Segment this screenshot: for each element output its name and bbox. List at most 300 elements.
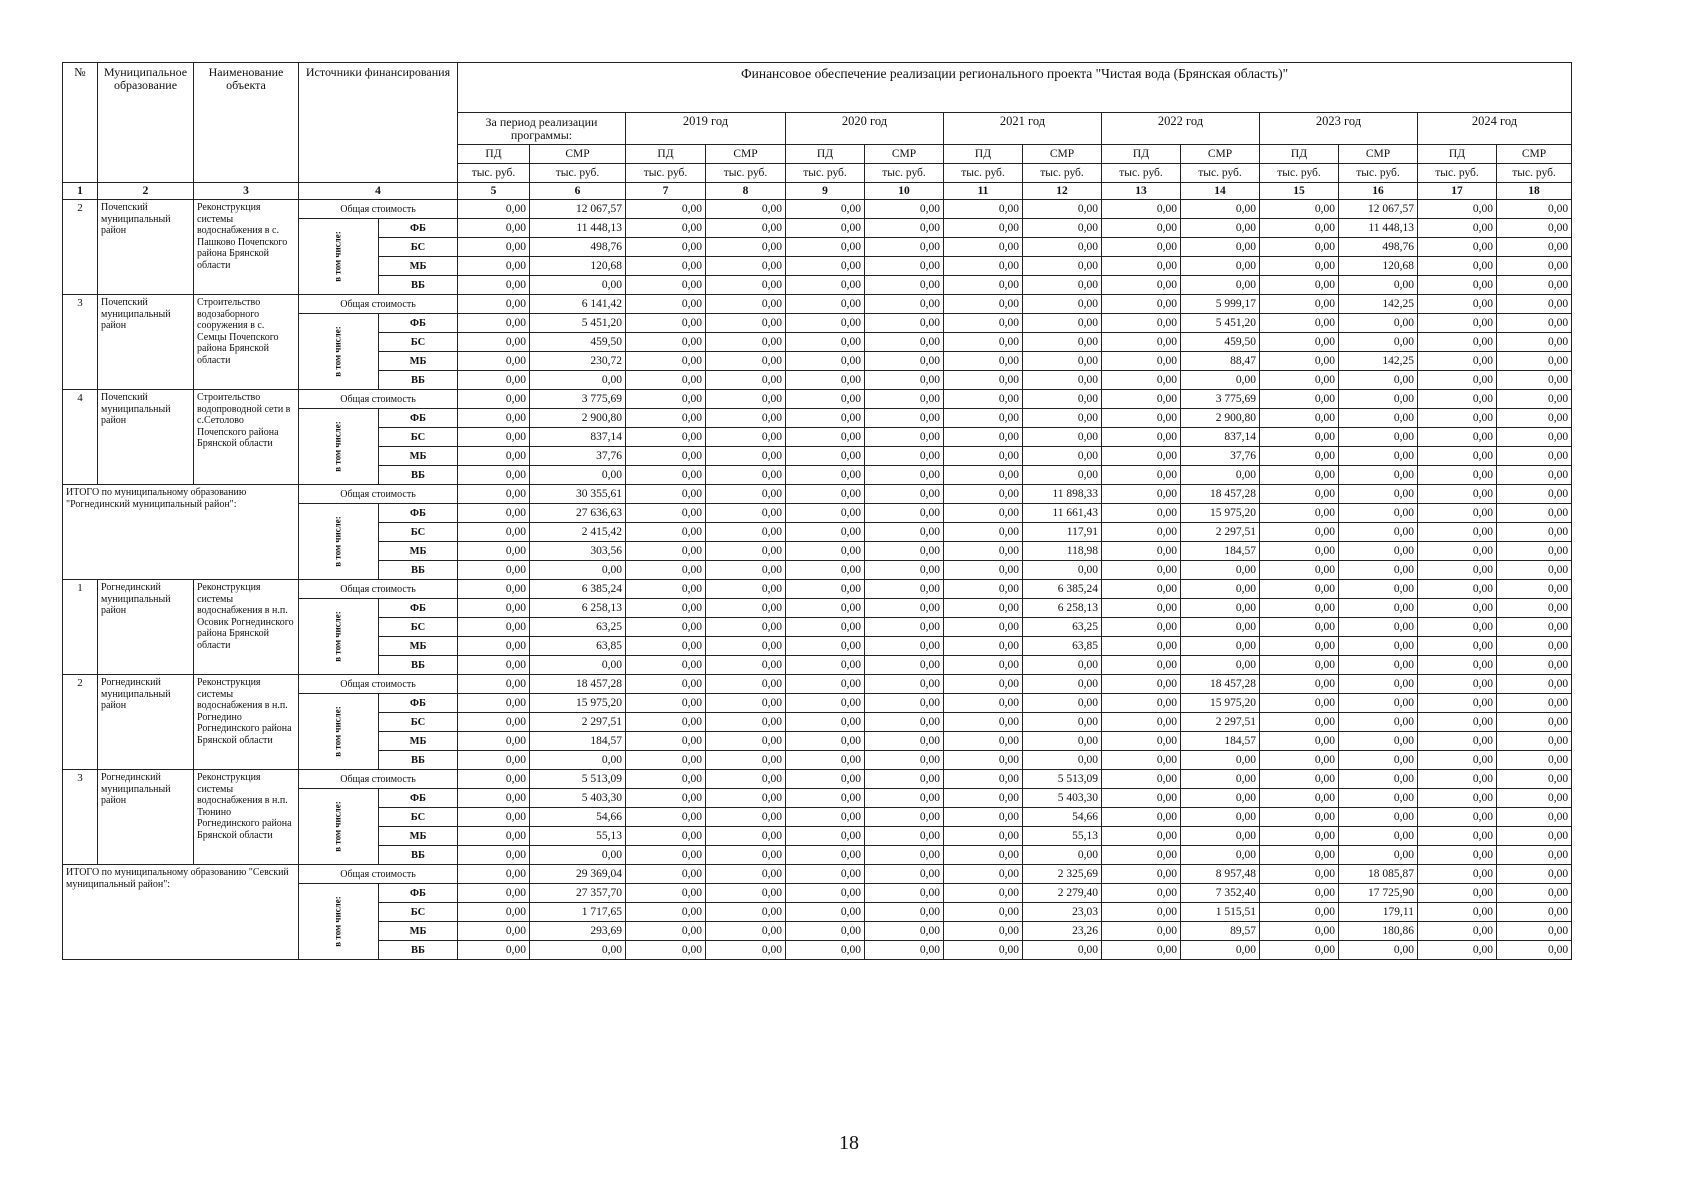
value-cell: 0,00 (1181, 371, 1260, 390)
value-cell: 184,57 (530, 732, 626, 751)
header-unit: тыс. руб. (1181, 164, 1260, 183)
value-cell: 0,00 (626, 903, 706, 922)
value-cell: 0,00 (865, 200, 944, 219)
value-cell: 0,00 (706, 694, 786, 713)
value-cell: 0,00 (944, 238, 1023, 257)
value-cell: 0,00 (1418, 447, 1497, 466)
value-cell: 0,00 (944, 504, 1023, 523)
value-cell: 0,00 (1260, 409, 1339, 428)
value-cell: 0,00 (1418, 390, 1497, 409)
value-cell: 0,00 (865, 447, 944, 466)
value-cell: 180,86 (1339, 922, 1418, 941)
value-cell: 0,00 (1339, 599, 1418, 618)
value-cell: 0,00 (865, 409, 944, 428)
value-cell: 0,00 (786, 447, 865, 466)
value-cell: 0,00 (1260, 466, 1339, 485)
value-cell: 0,00 (706, 656, 786, 675)
financing-table (62, 62, 1572, 960)
value-cell: 0,00 (1497, 884, 1572, 903)
value-cell: 0,00 (458, 884, 530, 903)
value-cell: 0,00 (865, 238, 944, 257)
value-cell: 0,00 (458, 713, 530, 732)
row-number: 4 (63, 390, 98, 485)
value-cell: 303,56 (530, 542, 626, 561)
value-cell: 0,00 (1102, 219, 1181, 238)
value-cell: 0,00 (1023, 941, 1102, 960)
value-cell: 0,00 (865, 884, 944, 903)
value-cell: 0,00 (865, 770, 944, 789)
value-cell: 0,00 (1260, 732, 1339, 751)
value-cell: 0,00 (1260, 561, 1339, 580)
value-cell: 0,00 (706, 618, 786, 637)
value-cell: 0,00 (626, 865, 706, 884)
value-cell: 89,57 (1181, 922, 1260, 941)
value-cell: 0,00 (1102, 808, 1181, 827)
value-cell: 18 457,28 (1181, 675, 1260, 694)
value-cell: 63,25 (530, 618, 626, 637)
value-cell: 0,00 (944, 219, 1023, 238)
value-cell: 0,00 (865, 751, 944, 770)
row-number: 2 (63, 675, 98, 770)
value-cell: 29 369,04 (530, 865, 626, 884)
source-code: БС (379, 238, 458, 257)
object-name: Реконструкция системы водоснабжения в н.п. Тюнино Рогнединского района Брянской области (194, 770, 299, 865)
value-cell: 0,00 (786, 941, 865, 960)
value-cell: 0,00 (1497, 865, 1572, 884)
value-cell: 0,00 (1260, 884, 1339, 903)
value-cell: 0,00 (1260, 903, 1339, 922)
value-cell: 0,00 (1102, 694, 1181, 713)
column-number: 5 (458, 183, 530, 200)
value-cell: 0,00 (786, 808, 865, 827)
value-cell: 11 661,43 (1023, 504, 1102, 523)
in-that-number-text: в том числе: (332, 326, 343, 377)
header-unit: тыс. руб. (1339, 164, 1418, 183)
value-cell: 0,00 (458, 238, 530, 257)
value-cell: 0,00 (458, 637, 530, 656)
value-cell: 0,00 (786, 542, 865, 561)
value-cell: 0,00 (626, 561, 706, 580)
value-cell: 0,00 (1260, 770, 1339, 789)
value-cell: 6 141,42 (530, 295, 626, 314)
value-cell: 0,00 (1418, 409, 1497, 428)
value-cell: 0,00 (1181, 751, 1260, 770)
object-name: Реконструкция системы водоснабжения в с. Пашково Почепского района Брянской области (194, 200, 299, 295)
value-cell: 0,00 (865, 352, 944, 371)
value-cell: 0,00 (1497, 789, 1572, 808)
value-cell: 0,00 (1102, 637, 1181, 656)
value-cell: 0,00 (786, 713, 865, 732)
header-object: Наименование объекта (194, 63, 299, 183)
header-no: № (63, 63, 98, 183)
value-cell: 0,00 (786, 751, 865, 770)
value-cell: 0,00 (944, 200, 1023, 219)
value-cell: 0,00 (944, 466, 1023, 485)
value-cell: 0,00 (706, 713, 786, 732)
value-cell: 0,00 (944, 409, 1023, 428)
value-cell: 63,85 (1023, 637, 1102, 656)
value-cell: 0,00 (1102, 618, 1181, 637)
value-cell: 0,00 (1339, 466, 1418, 485)
value-cell: 0,00 (458, 941, 530, 960)
value-cell: 0,00 (530, 656, 626, 675)
header-pd: ПД (786, 145, 865, 164)
value-cell: 0,00 (1181, 656, 1260, 675)
value-cell: 0,00 (865, 523, 944, 542)
value-cell: 0,00 (1102, 827, 1181, 846)
value-cell: 0,00 (1497, 941, 1572, 960)
value-cell: 0,00 (1023, 561, 1102, 580)
municipality-name: Рогнединский муниципальный район (98, 580, 194, 675)
value-cell: 0,00 (1497, 238, 1572, 257)
value-cell: 0,00 (1497, 333, 1572, 352)
source-code: ФБ (379, 884, 458, 903)
value-cell: 0,00 (944, 713, 1023, 732)
value-cell: 0,00 (706, 295, 786, 314)
source-code: ФБ (379, 694, 458, 713)
value-cell: 0,00 (865, 504, 944, 523)
value-cell: 0,00 (1339, 808, 1418, 827)
value-cell: 0,00 (1181, 827, 1260, 846)
value-cell: 0,00 (1181, 561, 1260, 580)
value-cell: 5 451,20 (1181, 314, 1260, 333)
value-cell: 0,00 (865, 485, 944, 504)
value-cell: 0,00 (530, 941, 626, 960)
value-cell: 2 297,51 (1181, 523, 1260, 542)
value-cell: 0,00 (1418, 257, 1497, 276)
value-cell: 0,00 (1418, 732, 1497, 751)
value-cell: 55,13 (1023, 827, 1102, 846)
value-cell: 0,00 (944, 675, 1023, 694)
value-cell: 0,00 (1023, 238, 1102, 257)
value-cell: 0,00 (1497, 808, 1572, 827)
value-cell: 0,00 (1497, 656, 1572, 675)
total-cost-label: Общая стоимость (299, 485, 458, 504)
value-cell: 0,00 (1260, 827, 1339, 846)
value-cell: 0,00 (458, 922, 530, 941)
value-cell: 0,00 (1181, 599, 1260, 618)
value-cell: 0,00 (786, 694, 865, 713)
value-cell: 0,00 (786, 922, 865, 941)
value-cell: 0,00 (706, 485, 786, 504)
value-cell: 0,00 (1260, 580, 1339, 599)
value-cell: 0,00 (1497, 257, 1572, 276)
value-cell: 0,00 (1023, 447, 1102, 466)
table-row (63, 580, 1572, 599)
value-cell: 0,00 (786, 903, 865, 922)
value-cell: 5 513,09 (1023, 770, 1102, 789)
value-cell: 0,00 (706, 314, 786, 333)
value-cell: 0,00 (626, 333, 706, 352)
value-cell: 0,00 (1260, 504, 1339, 523)
value-cell: 0,00 (1181, 770, 1260, 789)
value-cell: 0,00 (786, 371, 865, 390)
header-year-2020: 2020 год (786, 113, 944, 145)
value-cell: 0,00 (1023, 352, 1102, 371)
value-cell: 0,00 (1102, 238, 1181, 257)
value-cell: 0,00 (458, 561, 530, 580)
source-code: БС (379, 333, 458, 352)
source-code: БС (379, 903, 458, 922)
value-cell: 0,00 (1418, 276, 1497, 295)
value-cell: 120,68 (1339, 257, 1418, 276)
value-cell: 0,00 (786, 884, 865, 903)
value-cell: 0,00 (944, 523, 1023, 542)
value-cell: 0,00 (1260, 352, 1339, 371)
source-code: ВБ (379, 561, 458, 580)
value-cell: 0,00 (1260, 371, 1339, 390)
value-cell: 0,00 (1023, 371, 1102, 390)
value-cell: 459,50 (530, 333, 626, 352)
value-cell: 0,00 (458, 390, 530, 409)
in-that-number-text: в том числе: (332, 231, 343, 282)
value-cell: 0,00 (1339, 390, 1418, 409)
value-cell: 2 900,80 (530, 409, 626, 428)
source-code: ВБ (379, 656, 458, 675)
value-cell: 0,00 (865, 276, 944, 295)
value-cell: 0,00 (1102, 542, 1181, 561)
value-cell: 0,00 (626, 504, 706, 523)
header-year-2023: 2023 год (1260, 113, 1418, 145)
value-cell: 0,00 (1497, 466, 1572, 485)
value-cell: 0,00 (1339, 409, 1418, 428)
header-unit: тыс. руб. (1497, 164, 1572, 183)
value-cell: 0,00 (1339, 333, 1418, 352)
value-cell: 0,00 (1260, 219, 1339, 238)
value-cell: 0,00 (706, 922, 786, 941)
header-unit: тыс. руб. (1418, 164, 1497, 183)
value-cell: 0,00 (786, 599, 865, 618)
value-cell: 0,00 (1023, 428, 1102, 447)
value-cell: 0,00 (706, 637, 786, 656)
value-cell: 0,00 (1339, 770, 1418, 789)
value-cell: 0,00 (458, 200, 530, 219)
value-cell: 0,00 (1418, 618, 1497, 637)
value-cell: 0,00 (1260, 675, 1339, 694)
value-cell: 0,00 (1102, 865, 1181, 884)
municipality-name: Почепский муниципальный район (98, 200, 194, 295)
value-cell: 0,00 (865, 257, 944, 276)
value-cell: 0,00 (944, 257, 1023, 276)
value-cell: 5 513,09 (530, 770, 626, 789)
value-cell: 0,00 (1260, 656, 1339, 675)
value-cell: 0,00 (626, 637, 706, 656)
value-cell: 0,00 (1260, 865, 1339, 884)
table-row (63, 485, 1572, 504)
value-cell: 0,00 (786, 390, 865, 409)
value-cell: 0,00 (1181, 219, 1260, 238)
value-cell: 0,00 (1181, 846, 1260, 865)
value-cell: 0,00 (706, 504, 786, 523)
value-cell: 18 457,28 (1181, 485, 1260, 504)
value-cell: 0,00 (1497, 542, 1572, 561)
value-cell: 0,00 (706, 542, 786, 561)
header-smr: СМР (706, 145, 786, 164)
value-cell: 0,00 (458, 409, 530, 428)
source-code: ВБ (379, 751, 458, 770)
value-cell: 184,57 (1181, 542, 1260, 561)
value-cell: 0,00 (1023, 219, 1102, 238)
value-cell: 0,00 (786, 504, 865, 523)
value-cell: 0,00 (1497, 618, 1572, 637)
value-cell: 0,00 (458, 295, 530, 314)
in-that-number-label (299, 694, 379, 770)
source-code: ФБ (379, 219, 458, 238)
value-cell: 0,00 (706, 941, 786, 960)
value-cell: 0,00 (1497, 390, 1572, 409)
value-cell: 0,00 (1260, 941, 1339, 960)
value-cell: 0,00 (626, 713, 706, 732)
value-cell: 0,00 (1023, 409, 1102, 428)
source-code: ФБ (379, 314, 458, 333)
value-cell: 0,00 (626, 409, 706, 428)
value-cell: 0,00 (706, 903, 786, 922)
column-number: 10 (865, 183, 944, 200)
value-cell: 0,00 (626, 314, 706, 333)
value-cell: 18 085,87 (1339, 865, 1418, 884)
value-cell: 0,00 (458, 428, 530, 447)
column-number: 11 (944, 183, 1023, 200)
value-cell: 0,00 (1418, 542, 1497, 561)
value-cell: 5 999,17 (1181, 295, 1260, 314)
municipality-name: Рогнединский муниципальный район (98, 770, 194, 865)
value-cell: 0,00 (1181, 789, 1260, 808)
value-cell: 0,00 (626, 846, 706, 865)
table-row (63, 865, 1572, 884)
total-label: ИТОГО по муниципальному образованию "Рогнединский муниципальный район": (63, 485, 299, 580)
value-cell: 0,00 (458, 846, 530, 865)
value-cell: 0,00 (1102, 466, 1181, 485)
value-cell: 0,00 (1260, 447, 1339, 466)
value-cell: 0,00 (1181, 466, 1260, 485)
value-cell: 0,00 (1418, 333, 1497, 352)
value-cell: 0,00 (1102, 675, 1181, 694)
value-cell: 0,00 (786, 637, 865, 656)
value-cell: 0,00 (458, 808, 530, 827)
source-code: МБ (379, 352, 458, 371)
source-code: БС (379, 618, 458, 637)
value-cell: 0,00 (1260, 637, 1339, 656)
value-cell: 0,00 (626, 447, 706, 466)
value-cell: 0,00 (1260, 599, 1339, 618)
value-cell: 0,00 (944, 656, 1023, 675)
value-cell: 55,13 (530, 827, 626, 846)
value-cell: 0,00 (1023, 675, 1102, 694)
value-cell: 27 636,63 (530, 504, 626, 523)
value-cell: 179,11 (1339, 903, 1418, 922)
value-cell: 0,00 (1102, 504, 1181, 523)
value-cell: 0,00 (706, 352, 786, 371)
value-cell: 0,00 (530, 751, 626, 770)
in-that-number-text: в том числе: (332, 611, 343, 662)
value-cell: 0,00 (1497, 314, 1572, 333)
value-cell: 0,00 (1418, 314, 1497, 333)
value-cell: 0,00 (1260, 789, 1339, 808)
value-cell: 0,00 (1023, 751, 1102, 770)
value-cell: 0,00 (786, 333, 865, 352)
value-cell: 0,00 (1023, 314, 1102, 333)
value-cell: 0,00 (944, 884, 1023, 903)
source-code: БС (379, 523, 458, 542)
value-cell: 0,00 (1418, 789, 1497, 808)
value-cell: 0,00 (1339, 580, 1418, 599)
table-body (63, 200, 1572, 960)
value-cell: 0,00 (626, 751, 706, 770)
value-cell: 0,00 (786, 656, 865, 675)
value-cell: 0,00 (865, 789, 944, 808)
value-cell: 0,00 (944, 694, 1023, 713)
source-code: МБ (379, 637, 458, 656)
value-cell: 0,00 (1260, 333, 1339, 352)
total-label: ИТОГО по муниципальному образованию "Севский муниципальный район": (63, 865, 299, 960)
value-cell: 0,00 (944, 447, 1023, 466)
value-cell: 0,00 (1497, 276, 1572, 295)
header-unit: тыс. руб. (865, 164, 944, 183)
value-cell: 0,00 (1260, 276, 1339, 295)
value-cell: 0,00 (626, 542, 706, 561)
value-cell: 230,72 (530, 352, 626, 371)
header-title: Финансовое обеспечение реализации регионального проекта "Чистая вода (Брянская область)" (458, 63, 1572, 113)
value-cell: 0,00 (1181, 808, 1260, 827)
in-that-number-text: в том числе: (332, 421, 343, 472)
value-cell: 0,00 (458, 485, 530, 504)
value-cell: 0,00 (1418, 827, 1497, 846)
value-cell: 0,00 (1260, 846, 1339, 865)
source-code: МБ (379, 542, 458, 561)
value-cell: 0,00 (786, 865, 865, 884)
value-cell: 0,00 (1339, 694, 1418, 713)
value-cell: 0,00 (1339, 751, 1418, 770)
value-cell: 0,00 (458, 599, 530, 618)
object-name: Строительство водозаборного сооружения в с. Семцы Почепского района Брянской области (194, 295, 299, 390)
value-cell: 0,00 (865, 827, 944, 846)
page-number: 18 (839, 1132, 859, 1154)
value-cell: 0,00 (1023, 732, 1102, 751)
value-cell: 0,00 (1418, 352, 1497, 371)
value-cell: 0,00 (706, 371, 786, 390)
value-cell: 0,00 (706, 770, 786, 789)
source-code: БС (379, 428, 458, 447)
value-cell: 0,00 (1102, 314, 1181, 333)
value-cell: 27 357,70 (530, 884, 626, 903)
value-cell: 0,00 (865, 656, 944, 675)
header-unit: тыс. руб. (706, 164, 786, 183)
value-cell: 498,76 (1339, 238, 1418, 257)
header-period: За период реализации программы: (458, 113, 626, 145)
value-cell: 0,00 (1418, 808, 1497, 827)
value-cell: 0,00 (944, 941, 1023, 960)
header-pd: ПД (458, 145, 530, 164)
value-cell: 0,00 (1023, 257, 1102, 276)
header-year-2024: 2024 год (1418, 113, 1572, 145)
value-cell: 0,00 (706, 884, 786, 903)
value-cell: 0,00 (458, 827, 530, 846)
value-cell: 0,00 (1418, 580, 1497, 599)
value-cell: 0,00 (944, 865, 1023, 884)
value-cell: 0,00 (530, 561, 626, 580)
value-cell: 0,00 (865, 637, 944, 656)
header-unit: тыс. руб. (458, 164, 530, 183)
value-cell: 0,00 (1497, 371, 1572, 390)
value-cell: 0,00 (1418, 637, 1497, 656)
value-cell: 0,00 (458, 523, 530, 542)
value-cell: 0,00 (458, 352, 530, 371)
value-cell: 6 385,24 (530, 580, 626, 599)
value-cell: 0,00 (786, 580, 865, 599)
value-cell: 0,00 (1023, 656, 1102, 675)
value-cell: 0,00 (458, 580, 530, 599)
value-cell: 2 297,51 (1181, 713, 1260, 732)
